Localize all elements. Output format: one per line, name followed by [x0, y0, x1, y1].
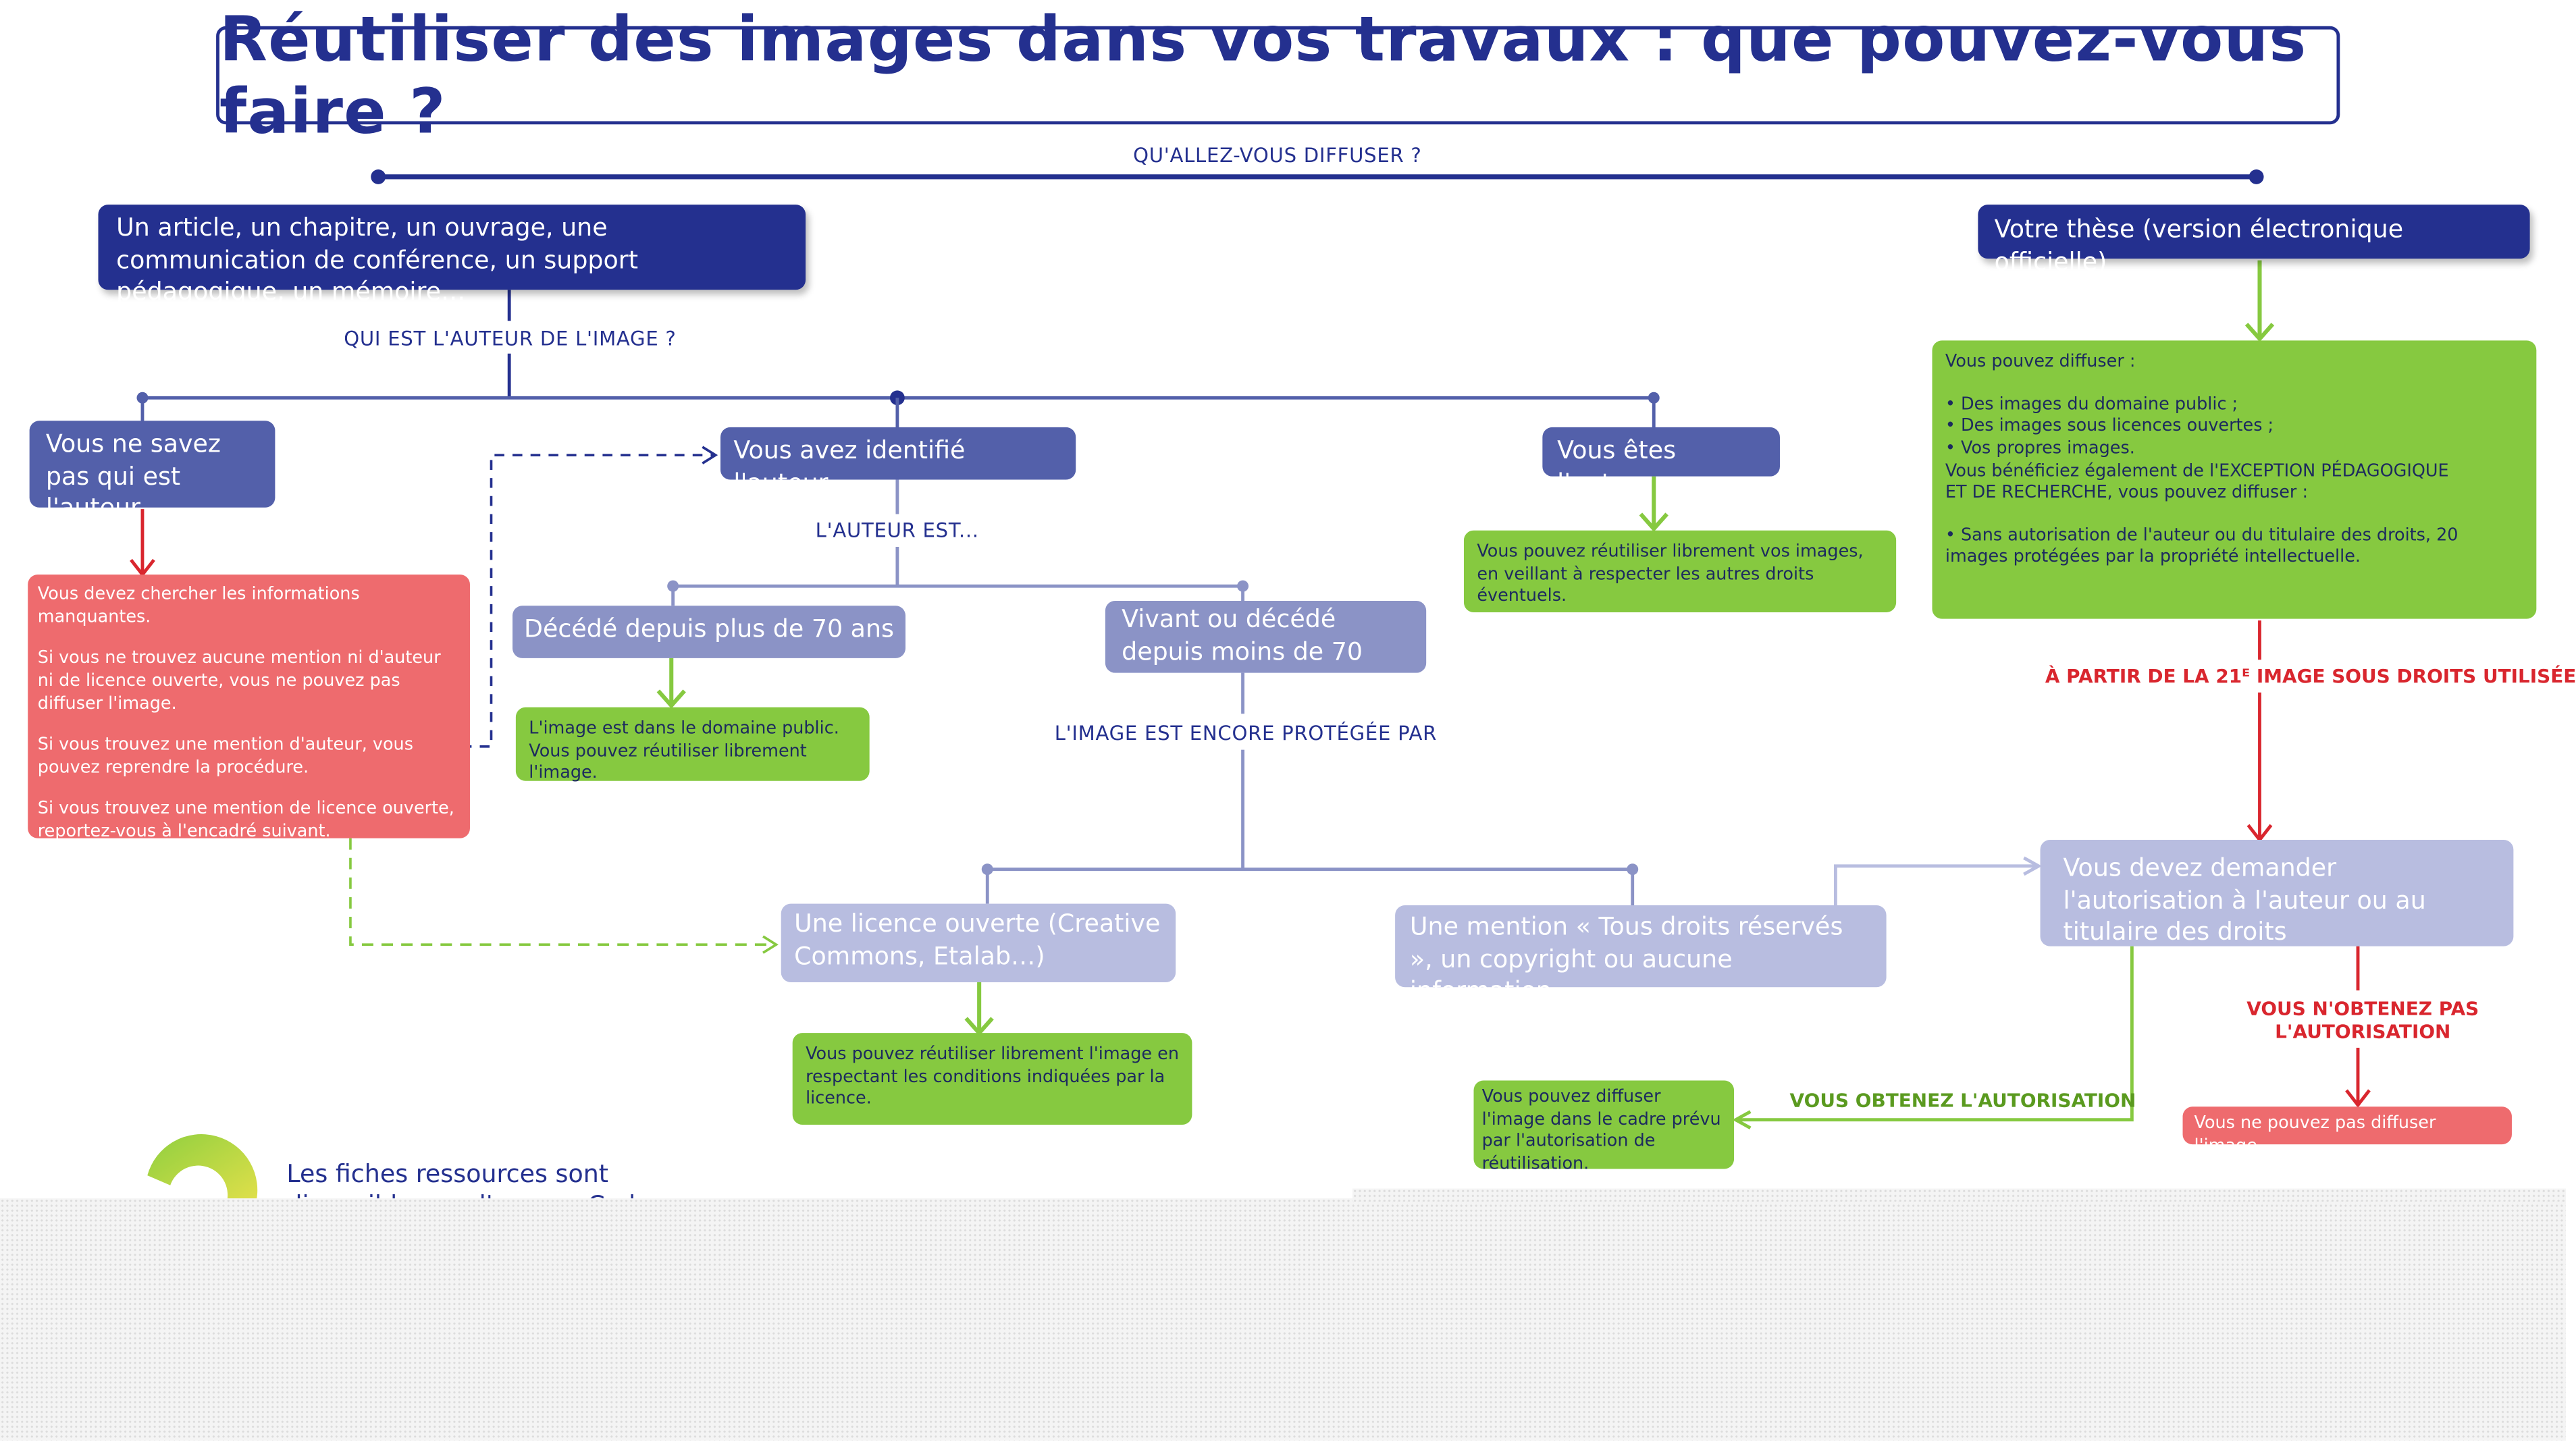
these-sans-list — [1945, 525, 2523, 570]
node-vivant-ou-decede: Vivant ou décédé depuis moins de 70 ans — [1105, 601, 1426, 673]
chercher-paragraph-3: Si vous trouvez une mention d'auteur, vous pouvez reprendre la procédure. — [37, 735, 413, 778]
label-qui-est-l-auteur: QUI EST L'AUTEUR DE L'IMAGE ? — [344, 327, 677, 350]
red-arrow-21 — [2249, 620, 2271, 840]
green-arrow-these — [2246, 261, 2273, 339]
box-these-diffusion — [1933, 340, 2537, 618]
chercher-paragraph-2: Si vous ne trouvez aucune mention ni d'auteur ni de licence ouverte, vous ne pouvez pas diffuser l'image. — [37, 648, 441, 714]
label-encore-protegee: L'IMAGE EST ENCORE PROTÉGÉE PAR — [1054, 722, 1438, 745]
blank-dotted-area-step — [1352, 1189, 2566, 1202]
mention-to-demander-arrow — [1835, 858, 2039, 905]
author-bar — [136, 390, 1659, 429]
box-diffuser-cadre-autorisation: Vous pouvez diffuser l'image dans le cadre prévu par l'autorisation de réutilisation. — [1474, 1081, 1735, 1169]
node-licence-ouverte: Une licence ouverte (Creative Commons, Etalab…) — [781, 904, 1176, 982]
these-list-item-1: • Des images du domaine public ; — [1945, 394, 2523, 417]
label-qu-allez-vous-diffuser: QU'ALLEZ-VOUS DIFFUSER ? — [1133, 144, 1422, 167]
page-title: Réutiliser des images dans vos travaux : que pouvez-vous faire ? — [216, 26, 2340, 125]
label-nobtenez-line2: L'AUTORISATION — [2275, 1019, 2451, 1043]
protegee-bar — [982, 863, 1638, 905]
these-list — [1945, 394, 2523, 461]
green-arrow-licence — [966, 982, 993, 1033]
these-sans-autorisation: • Sans autorisation de l'auteur ou du titulaire des droits, 20 images protégées par la propriété intellectuelle. — [1945, 525, 2523, 570]
green-arrow-decede — [658, 658, 685, 705]
these-intro: Vous pouvez diffuser : — [1945, 352, 2136, 372]
box-domaine-public: L'image est dans le domaine public. Vous pouvez réutiliser librement l'image. — [516, 707, 870, 781]
node-vous-etes-l-auteur: Vous êtes l'auteur — [1542, 427, 1780, 477]
node-votre-these: Votre thèse (version électronique officielle) — [1978, 205, 2529, 259]
box-reutiliser-licence: Vous pouvez réutiliser librement l'image en respectant les conditions indiquées par la licence. — [793, 1033, 1192, 1125]
box-chercher-informations — [28, 575, 470, 842]
blank-dotted-area — [0, 1198, 2566, 1441]
these-list-item-2: • Des images sous licences ouvertes ; — [1945, 417, 2523, 439]
chercher-paragraph-4: Si vous trouvez une mention de licence ouverte, reportez-vous à l'encadré suivant. — [37, 799, 454, 842]
label-vous-n-obtenez-pas — [2240, 997, 2486, 1043]
label-nobtenez-line1: VOUS N'OBTENEZ PAS — [2246, 996, 2479, 1020]
node-decede-70-ans: Décédé depuis plus de 70 ans — [512, 606, 905, 658]
label-vous-obtenez: VOUS OBTENEZ L'AUTORISATION — [1789, 1088, 2136, 1112]
node-article-chapitre: Un article, un chapitre, un ouvrage, une communication de conférence, un support pédagogique, un mémoire… — [99, 205, 806, 290]
node-vous-avez-identifie: Vous avez identifié l'auteur — [720, 427, 1076, 480]
box-reutiliser-vos-images: Vous pouvez réutiliser librement vos images, en veillant à respecter les autres droits éventuels. — [1464, 531, 1896, 612]
label-l-auteur-est: L'AUTEUR EST... — [815, 518, 979, 542]
node-demander-autorisation: Vous devez demander l'autorisation à l'auteur ou au titulaire des droits — [2041, 840, 2514, 946]
top-bar — [371, 169, 2263, 184]
these-exception: Vous bénéficiez également de l'EXCEPTION PÉDAGOGIQUE ET DE RECHERCHE, vous pouvez diffuser : — [1945, 460, 2449, 503]
chercher-paragraph-1: Vous devez chercher les informations manquantes. — [37, 584, 360, 626]
cod-logo-icon — [144, 1146, 259, 1205]
label-a-partir-21e-image: À PARTIR DE LA 21ᴱ IMAGE SOUS DROITS UTILISÉE — [2045, 664, 2576, 688]
node-mention-droits-reserves: Une mention « Tous droits réservés », un copyright ou aucune information — [1395, 905, 1887, 987]
node-vous-ne-savez-pas: Vous ne savez pas qui est l'auteur — [30, 421, 275, 508]
footer-text-line1: Les fiches ressources sont — [286, 1158, 609, 1189]
these-list-item-3: • Vos propres images. — [1945, 439, 2523, 461]
box-ne-pouvez-pas-diffuser: Vous ne pouvez pas diffuser l'image. — [2183, 1106, 2512, 1144]
